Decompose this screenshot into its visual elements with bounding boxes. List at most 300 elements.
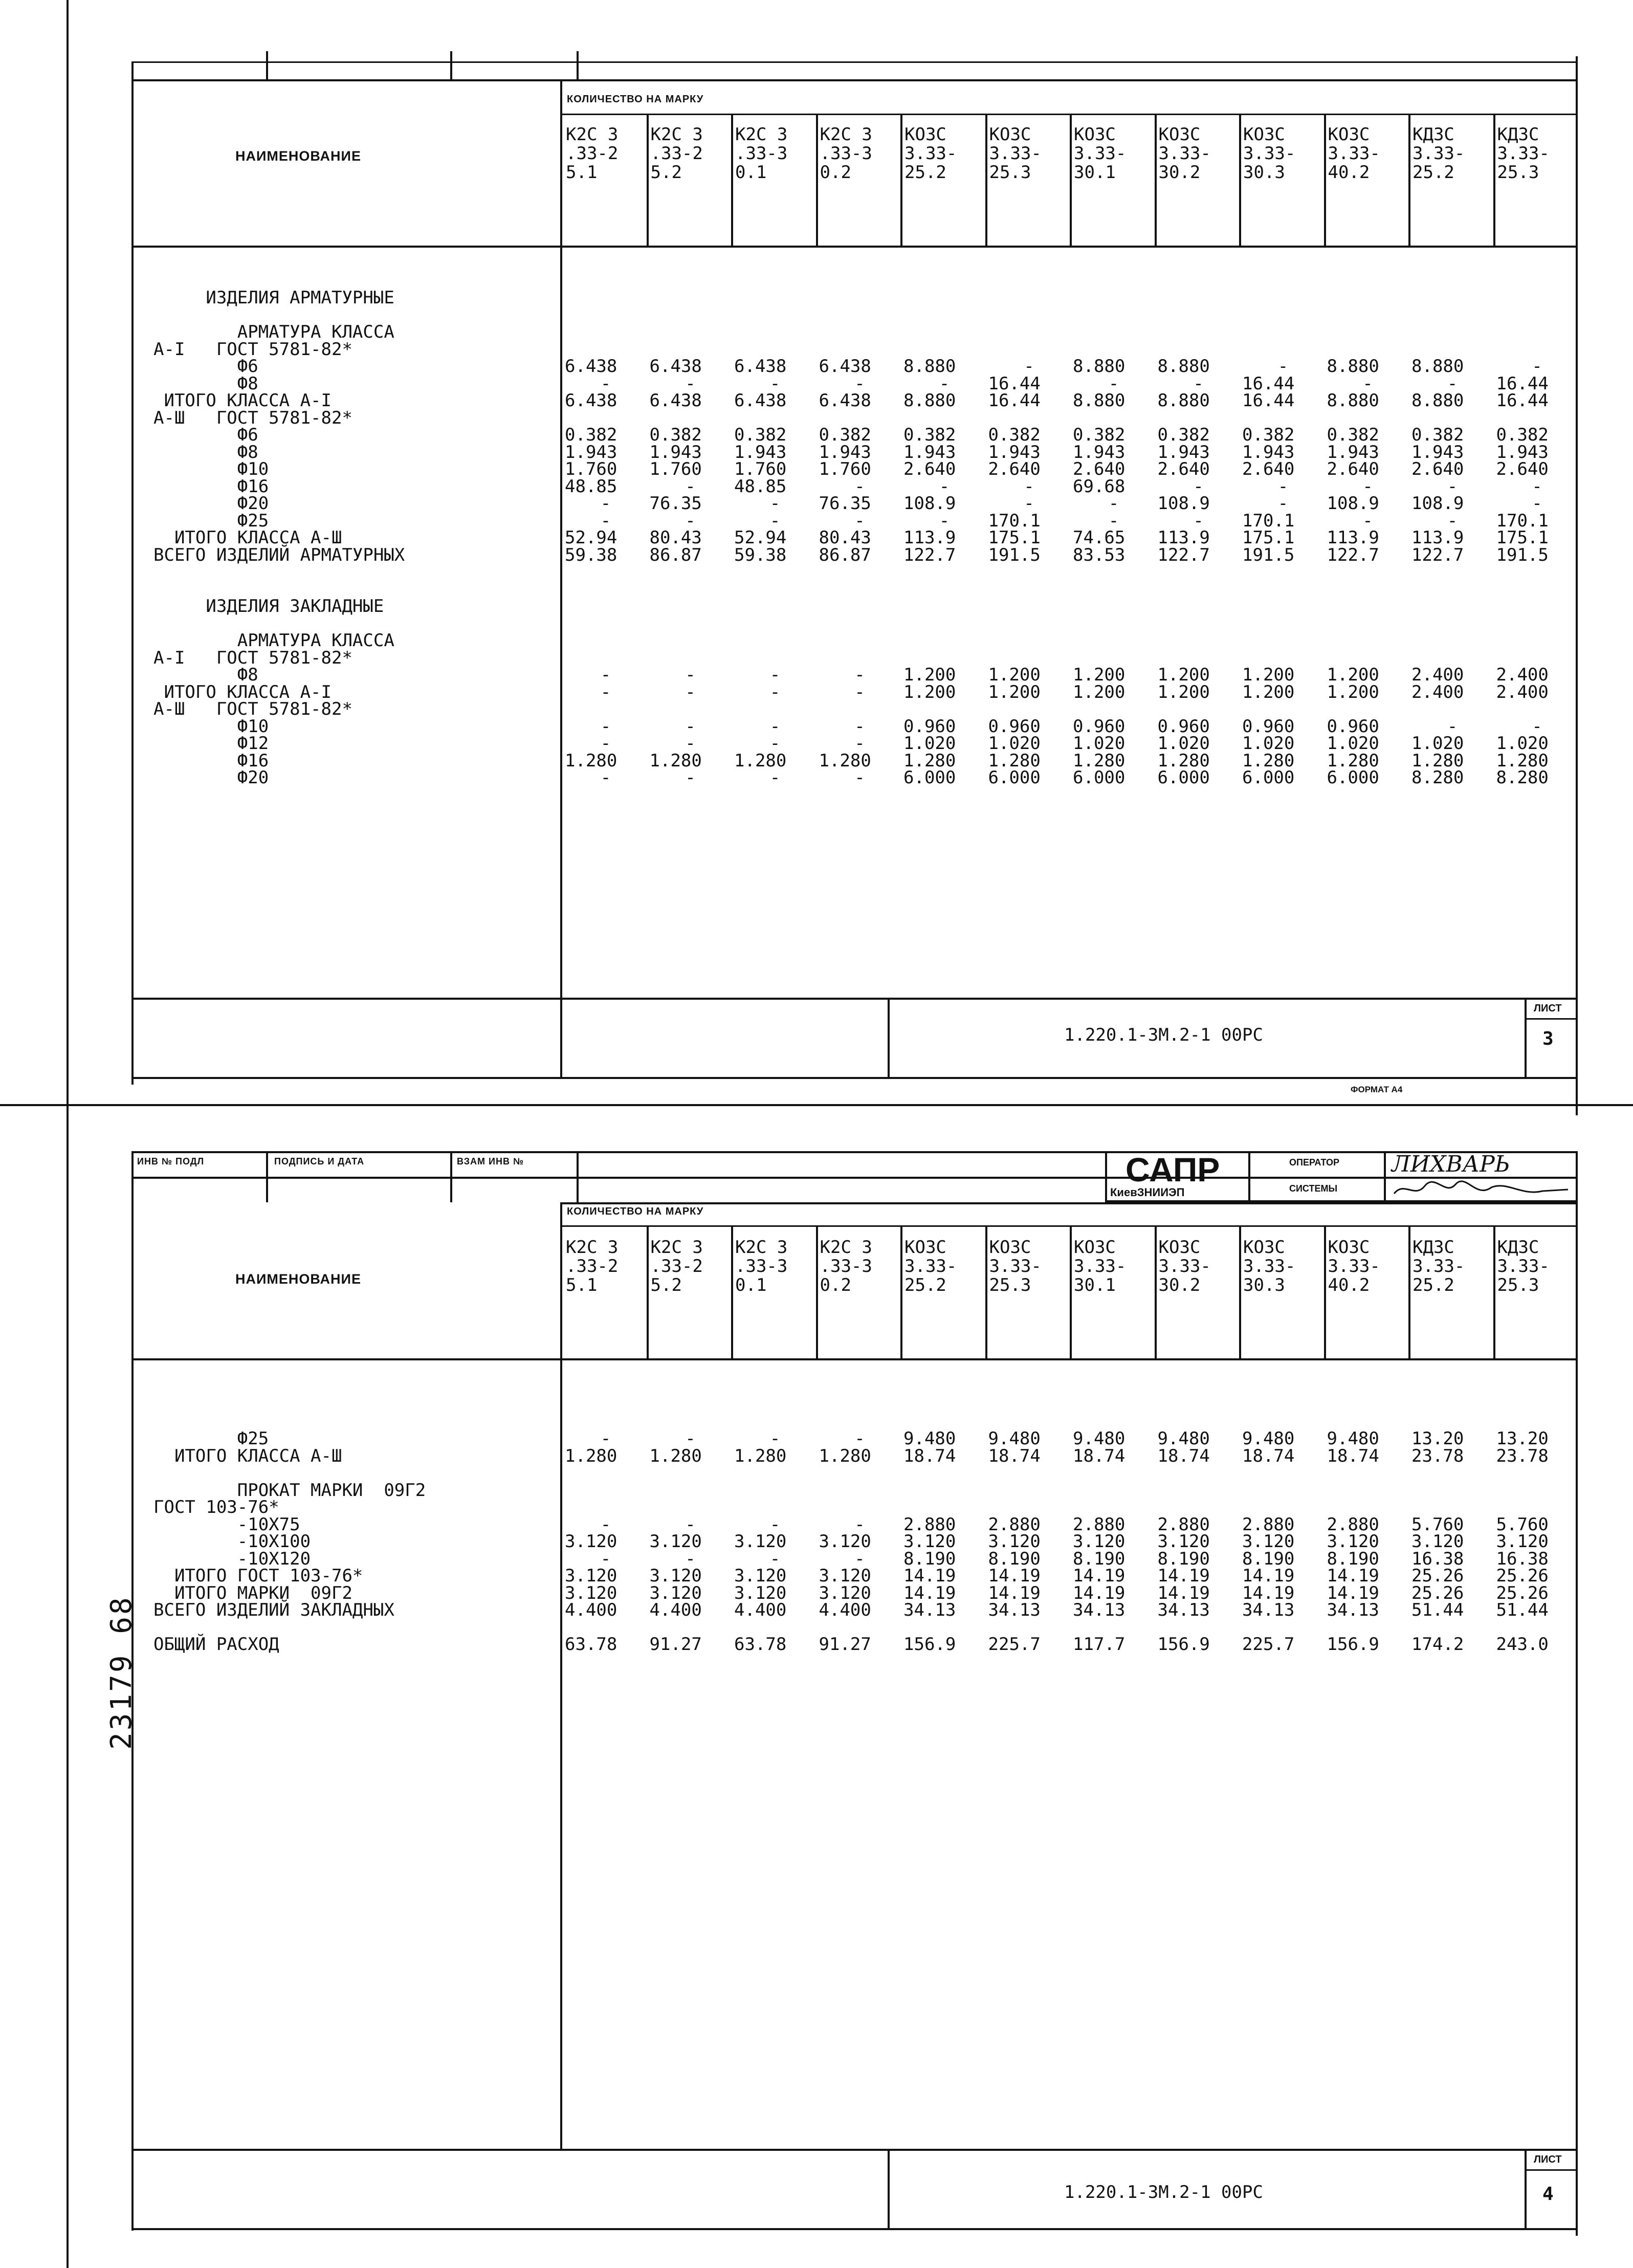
table-cell: 25.26 [1496, 1566, 1549, 1586]
table-cell: - [769, 681, 781, 702]
table-cell: 0.960 [1327, 716, 1379, 737]
strip-divider [266, 1151, 268, 1202]
table-cell: 48.85 [734, 476, 787, 497]
stamp-list-divider [1525, 998, 1527, 1078]
table-cell: - [1532, 716, 1542, 737]
table-cell: 1.200 [1242, 665, 1295, 685]
row-label: ИТОГО КЛАССА А-I [153, 681, 332, 702]
table-cell: - [769, 716, 781, 737]
frame-bottom-border [131, 2228, 1578, 2230]
table-cell: 14.19 [1327, 1566, 1379, 1586]
table-cell: - [600, 493, 611, 514]
table-cell: - [600, 767, 611, 788]
table-cell: 18.74 [903, 1445, 956, 1466]
frame-right-border [1576, 1151, 1578, 2236]
table-cell: - [1024, 356, 1034, 377]
column-divider [1239, 115, 1241, 246]
column-header: КД3С 3.33- 25.2 [1413, 124, 1465, 183]
table-cell: 0.382 [734, 425, 787, 445]
frame-right-border [1576, 56, 1578, 1115]
column-header: КО3С 3.33- 40.2 [1328, 124, 1380, 183]
table-cell: 1.200 [988, 665, 1041, 685]
table-cell: - [854, 665, 865, 685]
table-cell: 13.20 [1411, 1428, 1464, 1449]
table-cell: - [1447, 373, 1458, 394]
table-cell: 8.880 [903, 356, 956, 377]
column-header: К2С 3 .33-3 0.2 [820, 1237, 872, 1295]
table-cell: 1.760 [819, 459, 871, 479]
column-divider [731, 1227, 733, 1358]
table-cell: 8.280 [1411, 767, 1464, 788]
table-cell: 6.438 [565, 356, 617, 377]
column-divider [1155, 1227, 1157, 1358]
column-header: К2С 3 .33-2 5.2 [650, 124, 703, 183]
row-label: АРМАТУРА КЛАССА [153, 322, 394, 342]
table-cell: 108.9 [903, 493, 956, 514]
table-cell: 1.020 [1496, 733, 1549, 754]
qty-label-underline [560, 1225, 1578, 1227]
frame-top-border [131, 79, 1578, 81]
table-cell: 0.382 [1073, 425, 1126, 445]
table-cell: 3.120 [1496, 1531, 1549, 1552]
column-header: КО3С 3.33- 30.3 [1243, 1237, 1296, 1295]
table-cell: 1.760 [565, 459, 617, 479]
top-strip-line [131, 61, 1578, 63]
table-cell: 0.960 [903, 716, 956, 737]
table-cell: 25.26 [1411, 1566, 1464, 1586]
row-label: ИЗДЕЛИЯ АРМАТУРНЫЕ [153, 288, 394, 308]
table-cell: 3.120 [565, 1531, 617, 1552]
table-cell: 34.13 [1073, 1600, 1126, 1620]
column-divider [985, 1227, 987, 1358]
system-label: СИСТЕМЫ [1289, 1183, 1338, 1194]
table-cell: - [769, 373, 781, 394]
table-cell: 3.120 [1073, 1531, 1126, 1552]
column-divider [1070, 1227, 1072, 1358]
operator-name: ЛИХВАРЬ [1392, 1151, 1510, 1177]
table-cell: 2.640 [1073, 459, 1126, 479]
column-header: КД3С 3.33- 25.3 [1497, 1237, 1550, 1295]
table-cell: 1.020 [1073, 733, 1126, 754]
table-cell: - [685, 733, 696, 754]
table-cell: 74.65 [1073, 527, 1126, 548]
table-cell: 1.280 [819, 750, 871, 771]
table-cell: 9.480 [1073, 1428, 1126, 1449]
table-cell: - [685, 681, 696, 702]
name-column-divider [560, 1202, 562, 2150]
margin-archive-number: 23179 68 [105, 1595, 138, 1750]
table-cell: 52.94 [565, 527, 617, 548]
table-cell: 6.438 [649, 356, 702, 377]
table-cell: - [1532, 476, 1542, 497]
table-cell: - [1108, 493, 1119, 514]
table-cell: 34.13 [1157, 1600, 1210, 1620]
table-cell: 59.38 [565, 544, 617, 565]
column-divider [1155, 115, 1157, 246]
table-cell: 122.7 [903, 544, 956, 565]
column-header: КО3С 3.33- 40.2 [1328, 1237, 1380, 1295]
row-label: Ф20 [153, 493, 269, 514]
table-cell: - [1447, 510, 1458, 531]
table-cell: 34.13 [903, 1600, 956, 1620]
table-cell: 14.19 [988, 1582, 1041, 1603]
table-cell: 1.280 [1157, 750, 1210, 771]
table-cell: 175.1 [988, 527, 1041, 548]
table-cell: 175.1 [1242, 527, 1295, 548]
table-cell: 14.19 [1242, 1582, 1295, 1603]
table-cell: - [769, 510, 781, 531]
table-cell: 3.120 [988, 1531, 1041, 1552]
table-cell: 8.880 [1327, 390, 1379, 411]
column-header: К2С 3 .33-2 5.1 [566, 1237, 619, 1295]
sapr-divider [1248, 1151, 1250, 1202]
table-cell: 18.74 [1327, 1445, 1379, 1466]
column-divider [1493, 115, 1495, 246]
row-label: Ф16 [153, 750, 269, 771]
table-cell: 0.960 [988, 716, 1041, 737]
table-cell: 3.120 [819, 1566, 871, 1586]
qty-per-brand-label: КОЛИЧЕСТВО НА МАРКУ [567, 1206, 704, 1217]
table-cell: 9.480 [988, 1428, 1041, 1449]
table-cell: - [1193, 476, 1204, 497]
table-cell: - [769, 733, 781, 754]
table-cell: - [1362, 476, 1373, 497]
row-label: Ф25 [153, 1428, 269, 1449]
table-cell: 51.44 [1496, 1600, 1549, 1620]
column-divider [1239, 1227, 1241, 1358]
row-label: Ф8 [153, 665, 258, 685]
table-cell: - [854, 733, 865, 754]
table-cell: 156.9 [1157, 1634, 1210, 1655]
stamp-top-line [131, 998, 1578, 1000]
table-cell: 14.19 [903, 1582, 956, 1603]
column-header: КО3С 3.33- 25.2 [904, 124, 957, 183]
table-cell: 14.19 [1242, 1566, 1295, 1586]
table-cell: 3.120 [1157, 1531, 1210, 1552]
table-cell: 59.38 [734, 544, 787, 565]
table-cell: 8.880 [1327, 356, 1379, 377]
table-cell: - [600, 373, 611, 394]
table-cell: 2.880 [1327, 1514, 1379, 1535]
table-cell: 1.280 [1496, 750, 1549, 771]
table-cell: 6.438 [819, 390, 871, 411]
column-header: КО3С 3.33- 30.3 [1243, 124, 1296, 183]
table-cell: 2.400 [1496, 681, 1549, 702]
row-label: ГОСТ 103-76* [153, 1497, 279, 1517]
table-cell: - [1193, 373, 1204, 394]
table-cell: - [769, 1428, 781, 1449]
table-cell: 1.200 [1157, 665, 1210, 685]
table-cell: 8.280 [1496, 767, 1549, 788]
table-cell: 4.400 [565, 1600, 617, 1620]
table-cell: 0.382 [649, 425, 702, 445]
table-cell: 13.20 [1496, 1428, 1549, 1449]
table-cell: - [1024, 476, 1034, 497]
table-cell: - [600, 681, 611, 702]
table-cell: 1.200 [1327, 681, 1379, 702]
table-cell: 170.1 [988, 510, 1041, 531]
table-cell: 6.000 [1327, 767, 1379, 788]
table-cell: 3.120 [1327, 1531, 1379, 1552]
table-cell: 0.960 [1242, 716, 1295, 737]
table-cell: 14.19 [1073, 1566, 1126, 1586]
table-cell: - [1277, 356, 1289, 377]
table-cell: - [1362, 510, 1373, 531]
table-cell: 51.44 [1411, 1600, 1464, 1620]
table-cell: 23.78 [1411, 1445, 1464, 1466]
strip-divider [450, 1151, 452, 1202]
table-cell: 16.44 [988, 373, 1041, 394]
table-cell: 80.43 [649, 527, 702, 548]
row-label: Ф10 [153, 716, 269, 737]
table-cell: 8.880 [1157, 356, 1210, 377]
table-cell: - [769, 1514, 781, 1535]
table-cell: 8.880 [1411, 390, 1464, 411]
table-cell: 6.438 [565, 390, 617, 411]
table-cell: 86.87 [649, 544, 702, 565]
column-header: КО3С 3.33- 30.2 [1158, 1237, 1211, 1295]
sheet-number: 3 [1542, 1028, 1554, 1049]
table-cell: 3.120 [565, 1566, 617, 1586]
replace-inv-label: ВЗАМ ИНВ № [457, 1156, 524, 1166]
row-label: Ф6 [153, 356, 258, 377]
document-code: 1.220.1-3М.2-1 00РС [1064, 1025, 1263, 1045]
table-cell: 4.400 [819, 1600, 871, 1620]
table-cell: - [854, 373, 865, 394]
table-cell: 243.0 [1496, 1634, 1549, 1655]
table-cell: 9.480 [903, 1428, 956, 1449]
column-header: КО3С 3.33- 25.3 [989, 124, 1042, 183]
table-cell: 3.120 [819, 1582, 871, 1603]
row-label: Ф8 [153, 373, 258, 394]
table-cell: 0.382 [1496, 425, 1549, 445]
table-cell: - [939, 510, 950, 531]
table-cell: 1.760 [649, 459, 702, 479]
table-cell: 0.382 [1242, 425, 1295, 445]
table-cell: 2.640 [988, 459, 1041, 479]
table-cell: 2.880 [1073, 1514, 1126, 1535]
format-label: ФОРМАТ А4 [1351, 1085, 1403, 1094]
table-cell: 2.880 [1157, 1514, 1210, 1535]
table-cell: - [1277, 493, 1289, 514]
table-cell: 6.000 [903, 767, 956, 788]
signature-date-label: ПОДПИСЬ И ДАТА [274, 1156, 365, 1166]
table-cell: 18.74 [1242, 1445, 1295, 1466]
table-cell: 1.943 [565, 442, 617, 463]
table-cell: - [600, 1548, 611, 1569]
table-cell: 0.382 [903, 425, 956, 445]
table-cell: 8.190 [1157, 1548, 1210, 1569]
column-divider [900, 115, 902, 246]
sheet-separator [0, 1104, 1633, 1106]
table-cell: 2.640 [1411, 459, 1464, 479]
table-cell: 3.120 [734, 1566, 787, 1586]
table-cell: - [600, 733, 611, 754]
table-cell: 1.020 [988, 733, 1041, 754]
table-cell: 225.7 [1242, 1634, 1295, 1655]
table-cell: 1.200 [1327, 665, 1379, 685]
table-cell: 2.880 [988, 1514, 1041, 1535]
table-cell: 122.7 [1157, 544, 1210, 565]
table-cell: 156.9 [903, 1634, 956, 1655]
table-cell: 23.78 [1496, 1445, 1549, 1466]
table-cell: - [600, 1514, 611, 1535]
table-cell: 8.190 [903, 1548, 956, 1569]
qty-label-underline [560, 114, 1578, 115]
table-cell: 1.943 [649, 442, 702, 463]
column-header: КД3С 3.33- 25.2 [1413, 1237, 1465, 1295]
table-cell: 1.280 [565, 750, 617, 771]
table-cell: 18.74 [1073, 1445, 1126, 1466]
table-cell: - [685, 767, 696, 788]
name-header: НАИМЕНОВАНИЕ [235, 148, 361, 164]
row-label: А-I ГОСТ 5781-82* [153, 339, 352, 360]
table-cell: - [600, 1428, 611, 1449]
table-cell: 1.200 [988, 681, 1041, 702]
table-cell: 1.280 [1073, 750, 1126, 771]
table-cell: 122.7 [1411, 544, 1464, 565]
table-cell: 9.480 [1242, 1428, 1295, 1449]
column-divider [1408, 115, 1410, 246]
table-cell: 0.382 [1157, 425, 1210, 445]
table-cell: 8.880 [1411, 356, 1464, 377]
table-cell: 1.020 [1157, 733, 1210, 754]
table-cell: 18.74 [988, 1445, 1041, 1466]
table-cell: 1.280 [649, 1445, 702, 1466]
row-label: ИЗДЕЛИЯ ЗАКЛАДНЫЕ [153, 596, 384, 616]
header-bottom-line [131, 1358, 1578, 1360]
column-divider [1324, 1227, 1326, 1358]
table-cell: 76.35 [649, 493, 702, 514]
table-cell: - [685, 510, 696, 531]
table-cell: 1.200 [1242, 681, 1295, 702]
table-cell: 9.480 [1157, 1428, 1210, 1449]
stamp-divider [888, 2149, 890, 2230]
table-cell: 6.000 [1073, 767, 1126, 788]
frame-bottom-border [131, 1077, 1578, 1079]
table-cell: 1.280 [734, 1445, 787, 1466]
table-cell: 3.120 [734, 1531, 787, 1552]
table-cell: - [600, 716, 611, 737]
table-cell: 191.5 [1496, 544, 1549, 565]
qty-per-brand-label: КОЛИЧЕСТВО НА МАРКУ [567, 94, 704, 105]
table-cell: 0.960 [1157, 716, 1210, 737]
table-cell: - [1532, 493, 1542, 514]
table-cell: 1.943 [1157, 442, 1210, 463]
table-cell: 16.38 [1496, 1548, 1549, 1569]
table-cell: 16.44 [1496, 373, 1549, 394]
table-cell: 14.19 [1157, 1566, 1210, 1586]
column-divider [1493, 1227, 1495, 1358]
row-label: Ф6 [153, 425, 258, 445]
table-cell: - [1447, 716, 1458, 737]
table-cell: - [685, 373, 696, 394]
row-label: ИТОГО КЛАССА А-I [153, 390, 332, 411]
column-divider [647, 1227, 649, 1358]
table-cell: 108.9 [1411, 493, 1464, 514]
operator-label: ОПЕРАТОР [1289, 1157, 1340, 1168]
table-cell: 4.400 [734, 1600, 787, 1620]
table-cell: 2.640 [903, 459, 956, 479]
table-cell: - [769, 767, 781, 788]
column-divider [1070, 115, 1072, 246]
table-cell: 113.9 [1157, 527, 1210, 548]
row-label: Ф20 [153, 767, 269, 788]
table-cell: - [854, 1548, 865, 1569]
table-cell: 3.120 [1242, 1531, 1295, 1552]
table-cell: 9.480 [1327, 1428, 1379, 1449]
table-cell: 16.44 [1242, 390, 1295, 411]
table-cell: 113.9 [1411, 527, 1464, 548]
frame-left-border [131, 61, 134, 1085]
table-cell: 0.382 [1327, 425, 1379, 445]
table-cell: - [1193, 510, 1204, 531]
table-cell: 2.880 [903, 1514, 956, 1535]
table-cell: 1.200 [1073, 681, 1126, 702]
table-cell: 117.7 [1073, 1634, 1126, 1655]
table-cell: 69.68 [1073, 476, 1126, 497]
table-cell: - [1532, 356, 1542, 377]
table-cell: 1.943 [1327, 442, 1379, 463]
top-strip-tick [577, 51, 579, 79]
table-cell: 6.438 [734, 356, 787, 377]
row-label: ВСЕГО ИЗДЕЛИЙ ЗАКЛАДНЫХ [153, 1600, 394, 1620]
column-divider [647, 115, 649, 246]
row-label: АРМАТУРА КЛАССА [153, 630, 394, 651]
table-cell: - [1447, 476, 1458, 497]
sheet-label: ЛИСТ [1534, 1003, 1562, 1014]
table-cell: 2.640 [1327, 459, 1379, 479]
top-strip-tick [450, 51, 452, 79]
table-cell: - [1108, 373, 1119, 394]
table-cell: 2.400 [1411, 665, 1464, 685]
table-cell: 25.26 [1411, 1582, 1464, 1603]
table-cell: 3.120 [819, 1531, 871, 1552]
table-cell: 0.382 [988, 425, 1041, 445]
table-cell: 1.200 [1073, 665, 1126, 685]
stamp-list-divider [1525, 2149, 1527, 2230]
table-cell: 3.120 [649, 1582, 702, 1603]
table-cell: 1.280 [565, 1445, 617, 1466]
table-cell: 1.020 [903, 733, 956, 754]
table-cell: - [769, 665, 781, 685]
table-cell: 1.280 [734, 750, 787, 771]
table-cell: 5.760 [1411, 1514, 1464, 1535]
row-label: Ф16 [153, 476, 269, 497]
stamp-list-line [1525, 1018, 1578, 1020]
sapr-org: КиевЗНИИЭП [1110, 1186, 1185, 1199]
table-cell: 1.943 [988, 442, 1041, 463]
table-cell: 2.640 [1242, 459, 1295, 479]
table-cell: 1.200 [1157, 681, 1210, 702]
stamp-divider [888, 998, 890, 1078]
sheet-label: ЛИСТ [1534, 2154, 1562, 2165]
inv-number-label: ИНВ № ПОДЛ [137, 1156, 205, 1166]
column-header: К2С 3 .33-3 0.1 [735, 1237, 788, 1295]
column-divider [985, 115, 987, 246]
table-cell: 113.9 [1327, 527, 1379, 548]
table-cell: 8.880 [903, 390, 956, 411]
table-cell: 63.78 [565, 1634, 617, 1655]
header-bottom-line [131, 246, 1578, 248]
row-label: Ф12 [153, 733, 269, 754]
table-cell: - [685, 1548, 696, 1569]
table-cell: 1.200 [903, 681, 956, 702]
table-cell: 6.438 [734, 390, 787, 411]
row-label: А-Ш ГОСТ 5781-82* [153, 407, 352, 428]
table-cell: 1.280 [819, 1445, 871, 1466]
column-header: К2С 3 .33-2 5.1 [566, 124, 619, 183]
